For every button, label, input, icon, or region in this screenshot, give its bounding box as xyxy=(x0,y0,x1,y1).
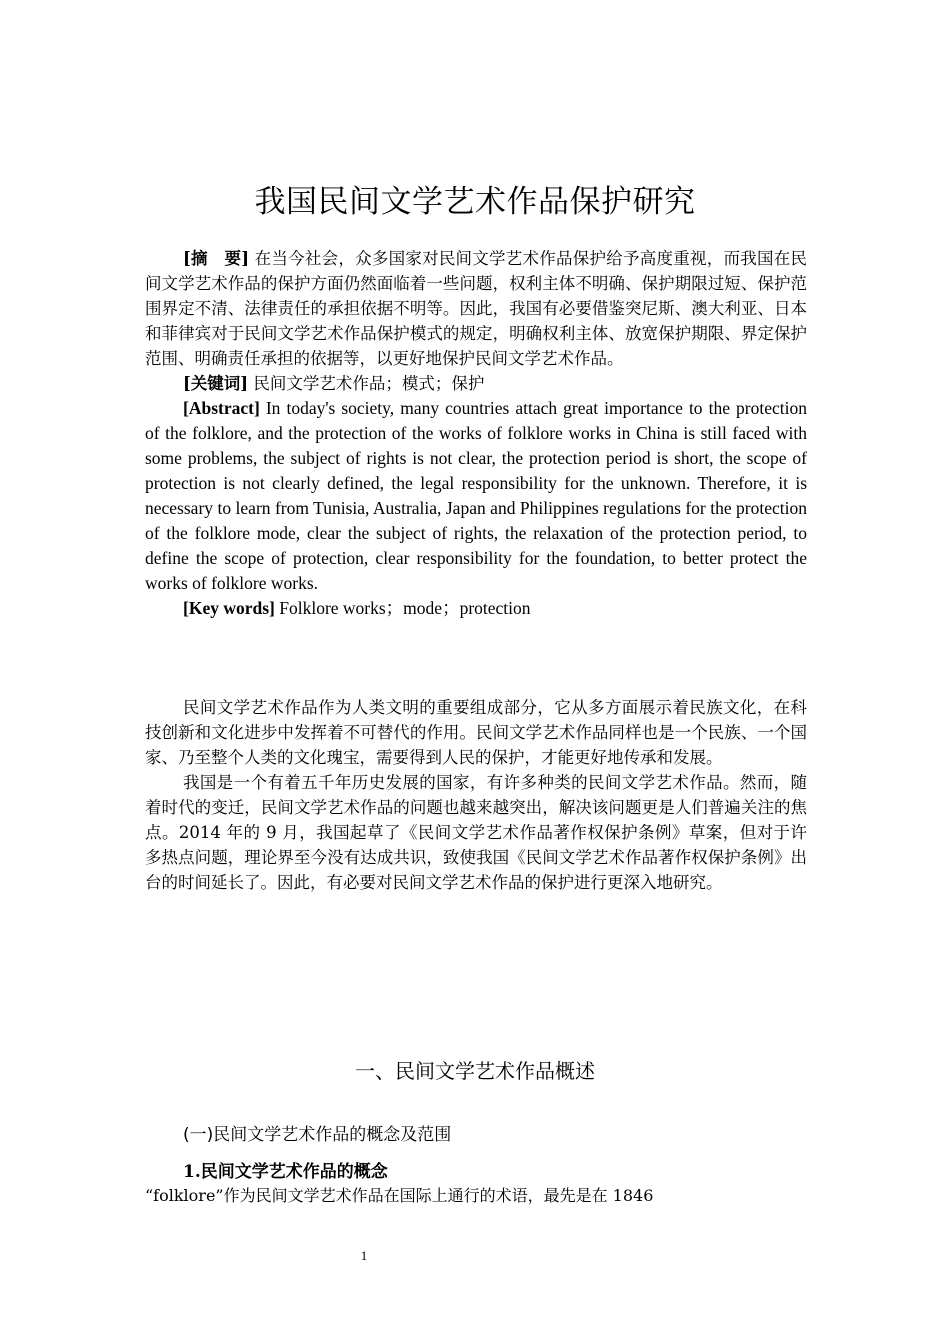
keywords-en-label: [Key words] xyxy=(183,598,275,618)
page-number: 1 xyxy=(360,1248,368,1263)
intro-paragraph: 民间文学艺术作品作为人类文明的重要组成部分，它从多方面展示着民族文化，在科技创新和文化进步中发挥着不可替代的作用。民间文学艺术作品同样也是一个民族、一个国家、乃至整个人类的文化瑰宝，需要得到人民的保护，才能更好地传承和发展。 xyxy=(145,698,807,767)
keywords-cn-label: [关键词] xyxy=(183,374,249,393)
keywords-cn xyxy=(145,371,807,396)
introduction xyxy=(145,695,807,895)
keywords-cn-text: 民间文学艺术作品；模式；保护 xyxy=(248,374,485,393)
intro-paragraph: 我国是一个有着五千年历史发展的国家，有许多种类的民间文学艺术作品。然而，随着时代的变迁，民间文学艺术作品的问题也越来越突出，解决该问题更是人们普遍关注的焦点。2014 年的 9 月，我国起草了《民间文学艺术作品著作权保护条例》草案，但对于许多热点问题，理论界至今没有达成共识，致使我国《民间文学艺术作品著作权保护条例》出台的时间延长了。因此，有必要对民间文学艺术作品的保护进行更深入地研究。 xyxy=(145,773,807,892)
subsubsection-heading: 1.民间文学艺术作品的概念 xyxy=(183,1162,388,1182)
paper-title: 我国民间文学艺术作品保护研究 xyxy=(254,184,696,220)
abstract-en-label: [Abstract] xyxy=(183,398,260,418)
keywords-en xyxy=(145,596,807,621)
abstract-cn-text: 在当今社会，众多国家对民间文学艺术作品保护给予高度重视，而我国在民间文学艺术作品的保护方面仍然面临着一些问题，权利主体不明确、保护期限过短、保护范围界定不清、法律责任的承担依据不明等。因此，我国有必要借鉴突尼斯、澳大利亚、日本和菲律宾对于民间文学艺术作品保护模式的规定，明确权利主体、放宽保护期限、界定保护范围、明确责任承担的依据等，以更好地保护民间文学艺术作品。 xyxy=(145,249,807,368)
page-number-footer xyxy=(0,1248,950,1264)
subsection-heading: (一)民间文学艺术作品的概念及范围 xyxy=(183,1125,452,1145)
keywords-en-text: Folklore works；mode；protection xyxy=(274,598,531,618)
body-paragraph: “folklore”作为民间文学艺术作品在国际上通行的术语，最先是在 1846 xyxy=(145,1186,654,1205)
section-heading: 一、民间文学艺术作品概述 xyxy=(355,1059,595,1083)
abstract-section xyxy=(145,246,807,621)
abstract-cn-label: [摘 要] xyxy=(183,249,250,268)
abstract-en-text: In today's society, many countries attach great importance to the protection of the folklore, and the protection of the works of folklore works in China is still faced with some problems, the subject of rights is not clear, the protection period is short, the scope of protection is not clearly defined, the legal responsibility for the unknown. Therefore, it is necessary to learn from Tunisia, Australia, Japan and Philippines regulations for the protection of the folklore mode, clear the subject of rights, the relaxation of the protection period, to define the scope of protection, clear responsibility for the foundation, to better protect the works of folklore works. xyxy=(145,398,807,593)
abstract-en xyxy=(145,396,807,596)
abstract-cn xyxy=(145,246,807,371)
